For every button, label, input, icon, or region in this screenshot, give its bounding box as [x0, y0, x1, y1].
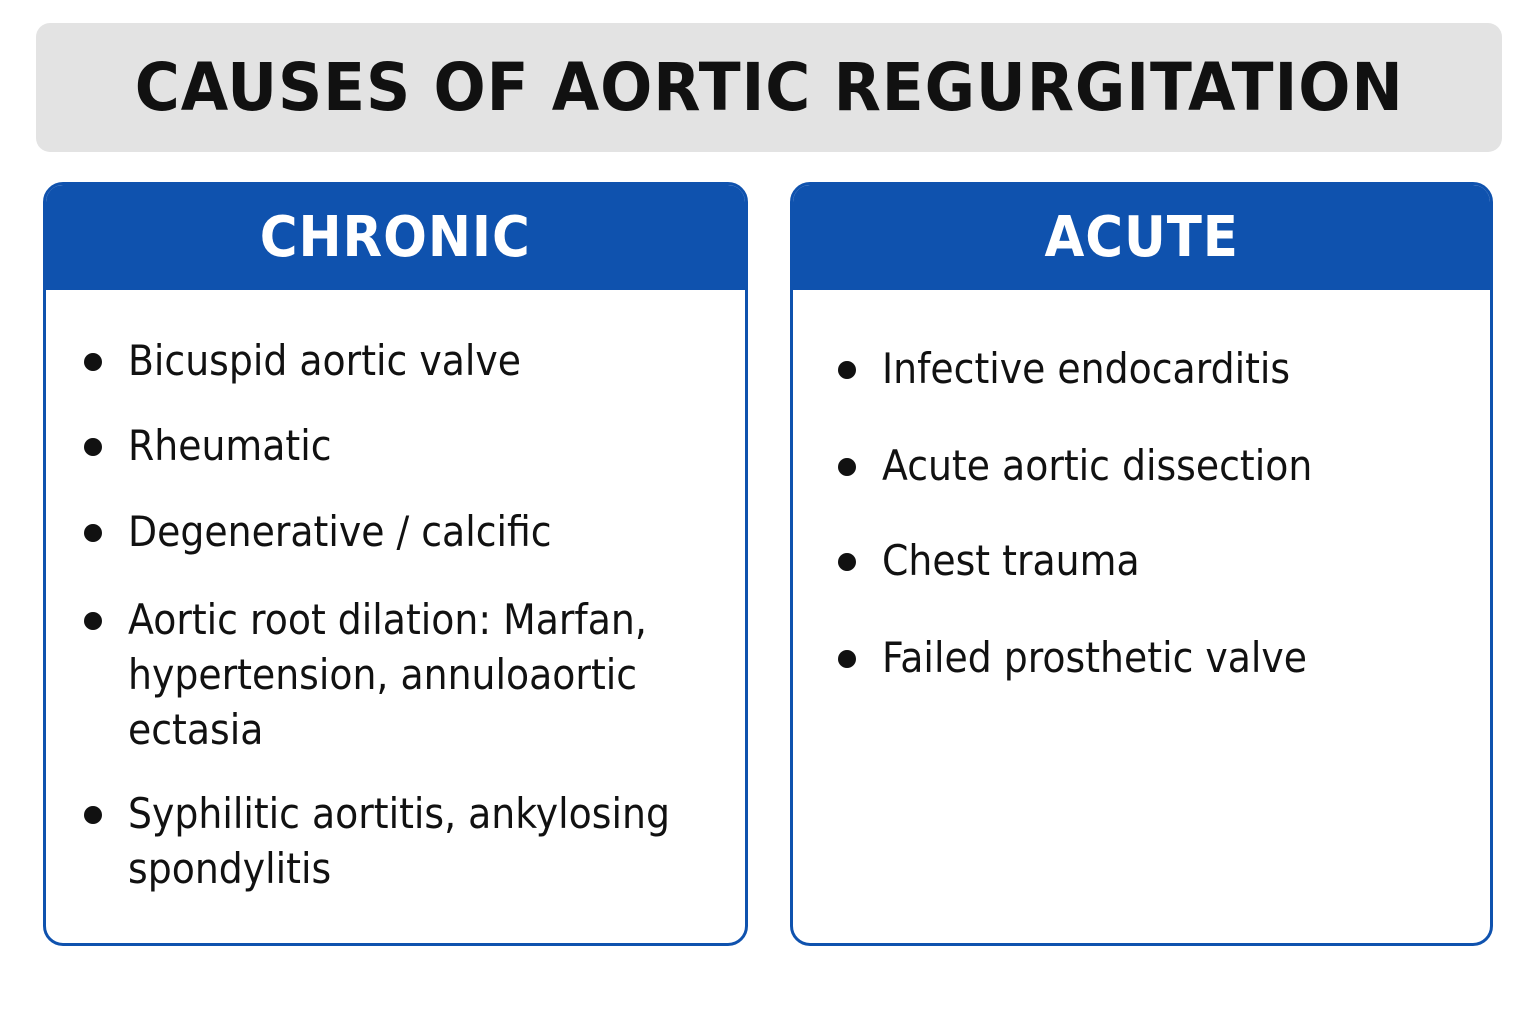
- list-item-text: Failed prosthetic valve: [882, 633, 1308, 682]
- list-item: [84, 504, 748, 559]
- list-item: [84, 333, 748, 388]
- bullet-icon: [838, 650, 856, 668]
- chronic-header: [46, 185, 745, 290]
- list-item-text: Aortic root dilation: Marfan, hypertension, annuloaortic ectasia: [128, 595, 647, 754]
- chronic-panel: [43, 182, 748, 946]
- list-item-text: Degenerative / calcific: [128, 507, 552, 556]
- chronic-heading: CHRONIC: [260, 205, 531, 270]
- acute-header: [793, 185, 1490, 290]
- list-item: [84, 592, 748, 757]
- list-item-text: Bicuspid aortic valve: [128, 336, 521, 385]
- list-item-text: Acute aortic dissection: [882, 441, 1313, 490]
- list-item: [838, 438, 1493, 493]
- list-item: [838, 630, 1493, 685]
- title-bar: [36, 23, 1502, 152]
- acute-heading: ACUTE: [1044, 205, 1239, 270]
- bullet-icon: [84, 806, 102, 824]
- bullet-icon: [84, 353, 102, 371]
- bullet-icon: [838, 458, 856, 476]
- list-item-text: Infective endocarditis: [882, 344, 1291, 393]
- list-item: [838, 533, 1493, 588]
- bullet-icon: [838, 553, 856, 571]
- page-title: CAUSES OF AORTIC REGURGITATION: [134, 49, 1404, 126]
- bullet-icon: [84, 438, 102, 456]
- list-item-text: Chest trauma: [882, 536, 1140, 585]
- bullet-icon: [84, 612, 102, 630]
- bullet-icon: [838, 361, 856, 379]
- list-item: [84, 786, 748, 896]
- acute-panel: [790, 182, 1493, 946]
- bullet-icon: [84, 524, 102, 542]
- list-item: [838, 341, 1493, 396]
- list-item-text: Rheumatic: [128, 421, 332, 470]
- list-item: [84, 418, 748, 473]
- list-item-text: Syphilitic aortitis, ankylosing spondylitis: [128, 789, 670, 893]
